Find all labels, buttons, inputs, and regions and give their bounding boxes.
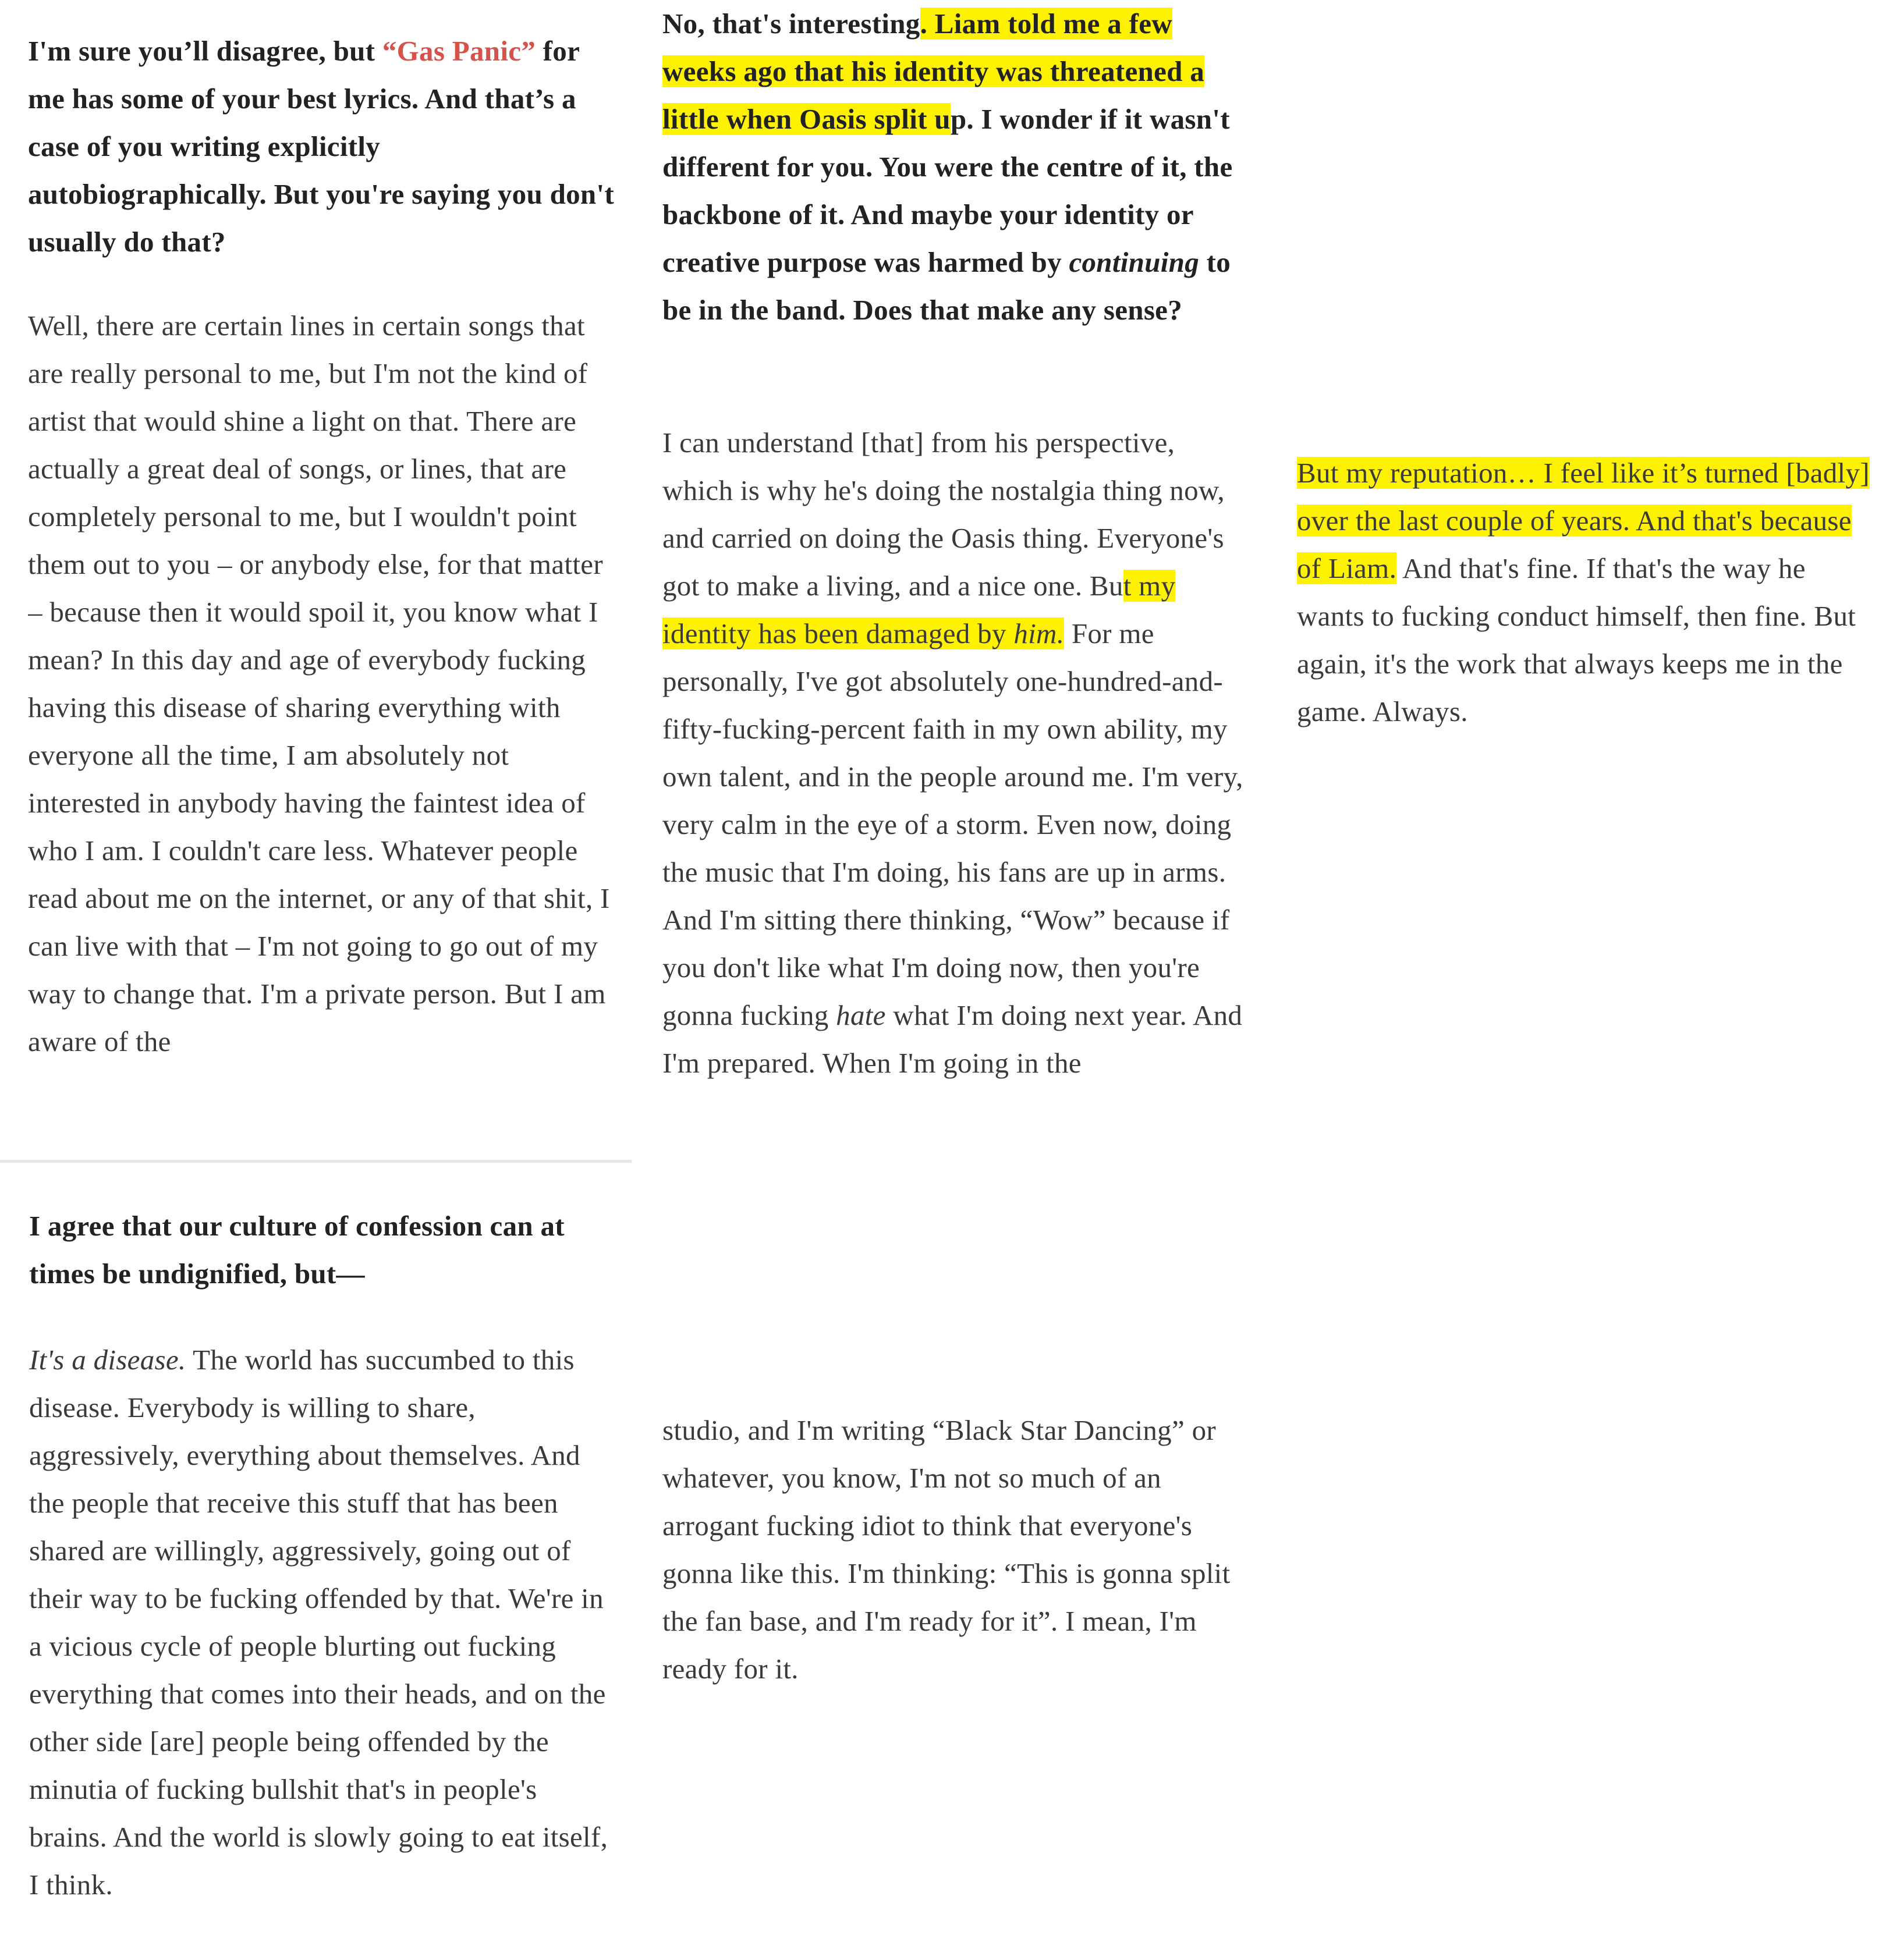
question-text: to be in the band. Does that make any sense? bbox=[662, 246, 1231, 326]
answer-identity-damaged bbox=[662, 419, 1250, 1176]
question-text: No, that's interesting bbox=[662, 8, 920, 40]
question-gas-panic bbox=[28, 27, 616, 266]
answer-its-a-disease bbox=[29, 1336, 617, 1909]
answer-black-star-dancing: studio, and I'm writing “Black Star Dancing” or whatever, you know, I'm not so much of an arrogant fucking idiot to think that everyone's gonna like this. I'm thinking: “This is gonna split the fan base, and I'm ready for it”. I mean, I'm ready for it. bbox=[662, 1414, 1231, 1685]
answer-text: The world has succumbed to this disease. Everybody is willing to share, aggressively, everything about themselves. And the people that receive this stuff that has been shared are willingly, aggressively, going out of their way to be fucking offended by that. We're in a vicious cycle of people blurting out fucking everything that comes into their heads, and on the other side [are] people being offended by the minutia of fucking bullshit that's in people's brains. And the world is slowly going to eat itself, I think. bbox=[29, 1344, 608, 1901]
emphasis-text: him. bbox=[1013, 617, 1065, 649]
emphasis-text: It's a disease. bbox=[29, 1344, 186, 1376]
question-text: p. I wonder if it wasn't different for you. You were the centre of it, the backbone of it. And maybe your identity or creative purpose was harmed by bbox=[662, 103, 1233, 278]
question-identity-threatened bbox=[662, 0, 1250, 334]
highlighted-text: But my reputation… I feel like it’s turned [badly] over the last couple of years. And that's because of Liam. bbox=[1297, 457, 1870, 584]
answer-text: what I'm doing next year. And I'm prepared. When I'm going in the bbox=[662, 999, 1243, 1079]
highlighted-text: . Liam told me a few weeks ago that his identity was threatened a little when Oasis split u bbox=[662, 8, 1205, 135]
emphasis-text: hate bbox=[836, 999, 886, 1031]
answer-text: And that's fine. If that's the way he wants to fucking conduct himself, then fine. But again, it's the work that always keeps me in the game. Always. bbox=[1297, 552, 1856, 727]
question-text: for me has some of your best lyrics. And that’s a case of you writing explicitly autobiographically. But you're saying you don't usually do that? bbox=[28, 35, 615, 258]
highlighted-text-part: t my identity has been damaged by bbox=[662, 570, 1176, 649]
answer-private-person: Well, there are certain lines in certain songs that are really personal to me, but I'm not the kind of artist that would shine a light on that. There are actually a great deal of songs, or lines, that are completely personal to me, but I wouldn't point them out to you – or anybody else, for that matter – because then it would spoil it, you know what I mean? In this day and age of everybody fucking having this disease of sharing everything with everyone all the time, I am absolutely not interested in anybody having the faintest idea of who I am. I couldn't care less. Whatever people read about me on the internet, or any of that shit, I can live with that – I'm not going to go out of my way to change that. I'm a private person. But I am aware of the bbox=[28, 310, 610, 1057]
emphasis-text: continuing bbox=[1069, 246, 1200, 278]
answer-reputation bbox=[1297, 449, 1879, 736]
question-culture-of-confession: I agree that our culture of confession can at times be undignified, but— bbox=[29, 1210, 565, 1290]
question-text: I'm sure you’ll disagree, but bbox=[28, 35, 382, 67]
answer-text: I can understand [that] from his perspective, which is why he's doing the nostalgia thing now, and carried on doing the Oasis thing. Everyone's got to make a living, and a nice one. Bu bbox=[662, 427, 1225, 602]
song-link-gas-panic[interactable]: “Gas Panic” bbox=[382, 35, 536, 67]
answer-text: For me personally, I've got absolutely one-hundred-and-fifty-fucking-percent faith in my own ability, my own talent, and in the people around me. I'm very, very calm in the eye of a storm. Even now, doing the music that I'm doing, his fans are up in arms. And I'm sitting there thinking, “Wow” because if you don't like what I'm doing now, then you're gonna fucking bbox=[662, 617, 1243, 1031]
section-divider bbox=[0, 1160, 632, 1163]
